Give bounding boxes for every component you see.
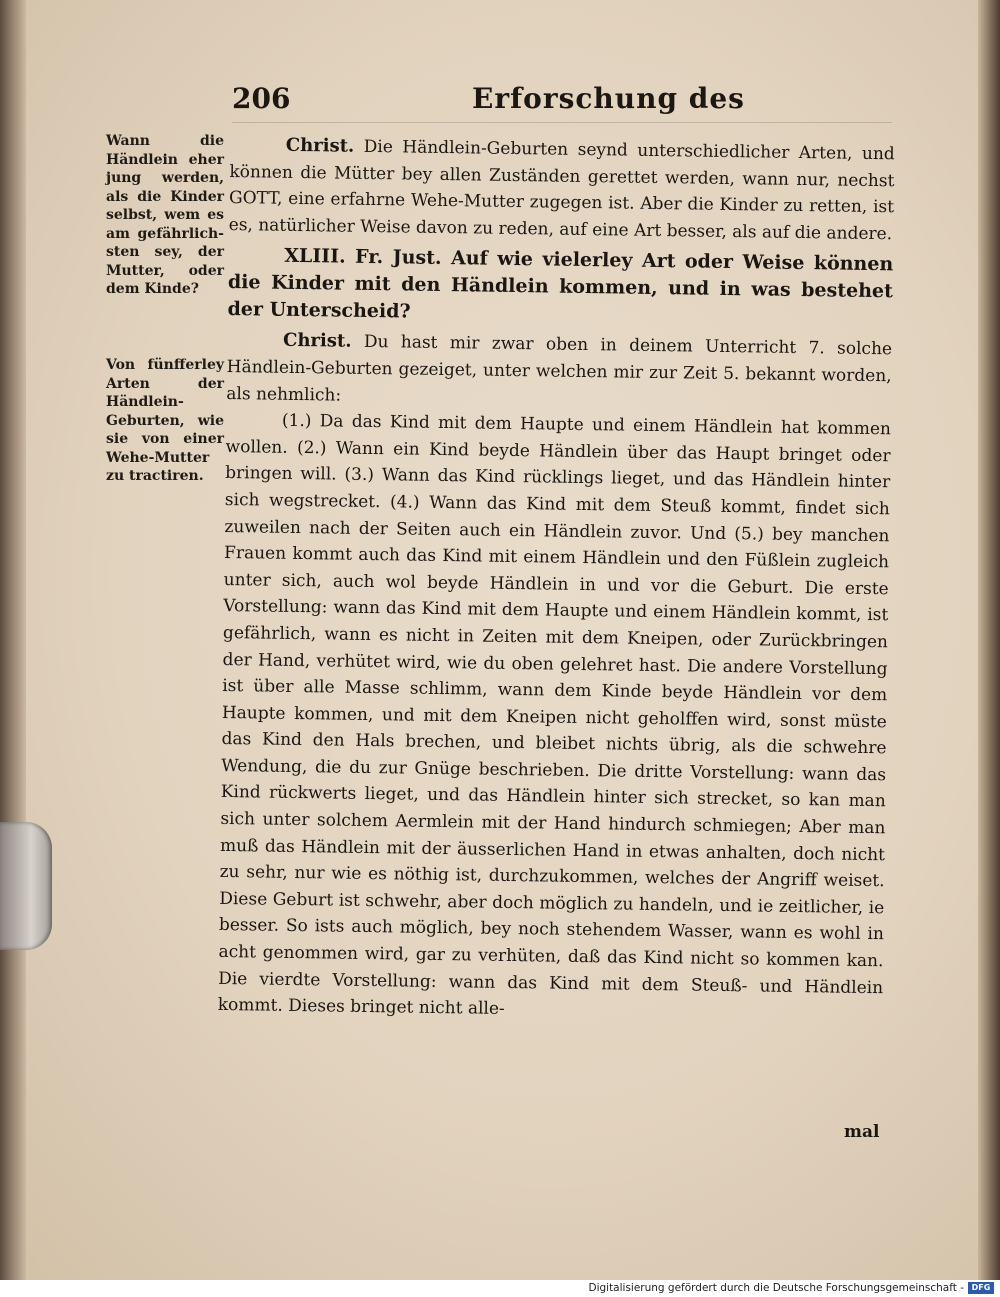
- question-speaker: Just.: [392, 246, 442, 270]
- paragraph-answer-2: [226, 327, 892, 416]
- margin-note-1: Wann die Händlein eher jung werden, als die Kinder selbst, wem es am gefährlich-sten sey, der Mutter, oder dem Kinde?: [106, 133, 224, 297]
- footer-credit: Digitalisierung gefördert durch die Deutsche Forschungsgemeinschaft -: [588, 1282, 964, 1294]
- book-clasp: [0, 822, 52, 950]
- running-title: Erforschung des: [472, 82, 745, 115]
- margin-note-2: Von fünfferley Arten der Händlein-Geburten, wie sie von einer Wehe-Mutter zu tractiren.: [106, 357, 224, 484]
- paragraph-list: (1.) Da das Kind mit dem Haupte und einem Händlein hat kommen wollen. (2.) Wann ein Kind beyde Händlein über das Haupt bringet oder bringen will. (3.) Wann das Kind rücklings lieget, und das Händlein hinter sich wegstrecket. (4.) Wann das Kind mit dem Steuß kommt, findet sich zuweilen nach der Seiten auch ein Händlein zuvor. Und (5.) bey manchen Frauen kommt auch das Kind mit einem Händlein und den Füßlein zugleich unter sich, auch wol beyde Händlein in und vor die Geburt. Die erste Vorstellung: wann das Kind mit dem Haupte und einem Händlein kommt, ist gefährlich, wann es nicht in Zeiten mit dem Kneipen, oder Zurückbringen der Hand, verhütet wird, wie du oben gelehret hast. Die andere Vorstellung ist über alle Masse schlimm, wann dem Kinde beyde Händlein vor dem Haupte kommen, und mit dem Kneipen nicht geholffen wird, sonst müste das Kind den Hals brechen, und bleibet nichts übrig, als die schwehre Wendung, die du zur Gnüge beschrieben. Die dritte Vorstellung: wann das Kind rückwerts lieget, und das Händlein hinter sich strecket, so kan man sich unter solchem Aermlein mit der Hand hindurch schmiegen; Aber man muß das Händlein mit der äusserlichen Hand in etwas anhalten, doch nicht zu sehr, nur wie es nöthig ist, durchzukommen, welches der Angriff weiset. Diese Geburt ist schwehr, aber doch möglich zu handeln, und ie zeitlicher, ie besser. So ists auch möglich, bey noch stehendem Wasser, wann es wohl in acht genommen wird, gar zu verhüten, daß das Kind nicht so kommen kan. Die vierdte Vorstellung: wann das Kind mit dem Steuß- und Händlein kommt. Dieses bringet nicht alle-: [217, 410, 892, 1020]
- paragraph-text: Du hast mir zwar oben in deinem Unterricht 7. solche Händlein-Geburten gezeiget, unter welchen mir zur Zeit 5. bekannt worden, als nehmlich:: [226, 332, 893, 406]
- paragraph-text: Die Händlein-Geburten seynd unterschiedlicher Arten, und können die Mütter bey allen Zuständen gerettet werden, wann nur, nechst GOTT, eine erfahrne Wehe-Mutter zugegen ist. Aber die Kinder zu retten, ist es, natürlicher Weise davon zu reden, auf eine Art besser, als auf die andere.: [228, 136, 895, 245]
- question-text: Auf wie vielerley Art oder Weise können die Kinder mit den Händlein kommen, und in was bestehet der Unterscheid?: [227, 247, 894, 323]
- question-number: XLIII. Fr.: [284, 245, 384, 269]
- speaker-label: Christ.: [282, 330, 352, 353]
- speaker-label: Christ.: [285, 134, 355, 157]
- catchword: mal: [844, 1122, 880, 1142]
- page-header: [232, 82, 892, 122]
- question-heading: [227, 242, 893, 332]
- book-binding: [0, 0, 26, 1280]
- page-number: 206: [232, 82, 291, 115]
- main-text: [218, 132, 895, 1028]
- paragraph-answer-1: [229, 132, 895, 248]
- page-edge: [978, 0, 1000, 1280]
- header-rule: [232, 122, 892, 123]
- dfg-logo-icon: DFG: [968, 1282, 994, 1294]
